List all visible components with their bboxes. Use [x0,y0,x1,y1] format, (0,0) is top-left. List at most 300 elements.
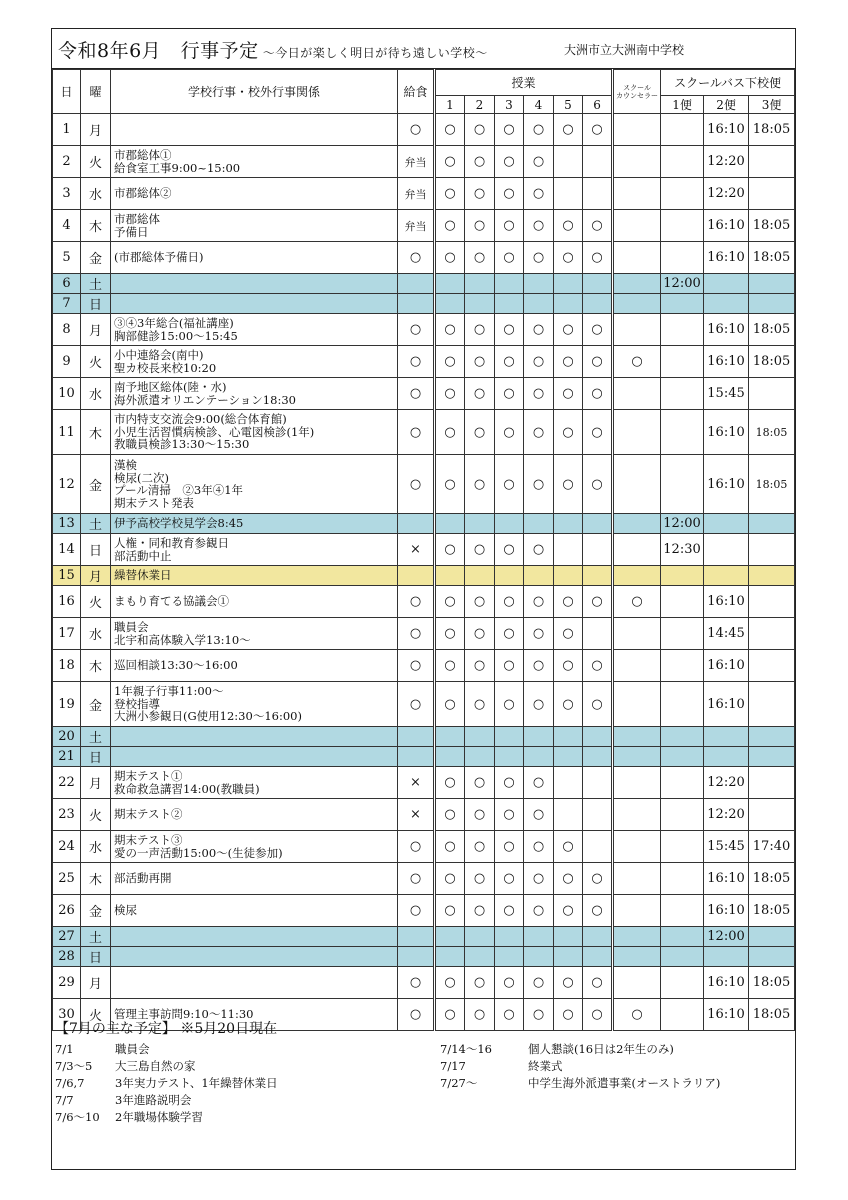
period-cell: ○ [554,114,583,146]
bus-run-2-cell: 16:10 [704,410,749,455]
period-cell: ○ [554,895,583,927]
bus-run-2-cell: 12:00 [704,927,749,947]
period-cell [524,727,554,747]
col-period-3: 3 [495,96,524,114]
event-cell: 部活動再開 [111,863,398,895]
lunch-cell: ○ [398,895,435,927]
period-cell: ○ [495,146,524,178]
period-cell [583,294,613,314]
counselor-cell [613,410,661,455]
bus-run-2-cell: 16:10 [704,999,749,1031]
counselor-cell [613,767,661,799]
period-cell: ○ [435,586,465,618]
period-cell: ○ [465,242,495,274]
period-cell: ○ [583,242,613,274]
period-cell [495,514,524,534]
day-row [53,410,795,455]
period-cell: ○ [524,410,554,455]
period-cell [583,178,613,210]
period-cell: ○ [465,831,495,863]
note-item [55,1075,278,1091]
weekday-cell: 月 [81,767,111,799]
day-cell: 26 [53,895,81,927]
col-bus-run-3: 3便 [749,96,795,114]
period-cell: ○ [554,999,583,1031]
event-cell: 管理主事訪問9:10～11:30 [111,999,398,1031]
period-cell: ○ [495,799,524,831]
bus-run-3-cell [749,294,795,314]
bus-run-3-cell: 18:05 [749,999,795,1031]
weekday-cell: 火 [81,346,111,378]
period-cell: ○ [495,314,524,346]
weekday-cell: 月 [81,967,111,999]
event-cell: (市郡総体予備日) [111,242,398,274]
day-row [53,831,795,863]
counselor-cell [613,514,661,534]
period-cell: ○ [435,682,465,727]
weekday-cell: 木 [81,410,111,455]
period-cell: ○ [554,682,583,727]
bus-run-3-cell [749,566,795,586]
schedule-sheet [51,28,796,1170]
day-row [53,586,795,618]
bus-run-3-cell: 18:05 [749,410,795,455]
period-cell: ○ [495,586,524,618]
period-cell [465,294,495,314]
period-cell [465,274,495,294]
lunch-cell [398,514,435,534]
weekday-cell: 火 [81,799,111,831]
period-cell: ○ [465,999,495,1031]
event-cell [111,947,398,967]
bus-run-2-cell: 15:45 [704,831,749,863]
counselor-cell [613,682,661,727]
period-cell: ○ [495,534,524,566]
period-cell: ○ [435,378,465,410]
counselor-cell [613,727,661,747]
bus-run-1-cell [661,586,704,618]
period-cell: ○ [583,650,613,682]
bus-run-3-cell: 18:05 [749,114,795,146]
period-cell: ○ [465,210,495,242]
period-cell: ○ [465,346,495,378]
bus-run-1-cell [661,566,704,586]
col-counselor: スクール カウンセラー [613,70,661,114]
note-item [440,1075,720,1091]
bus-run-2-cell: 14:45 [704,618,749,650]
bus-run-1-cell [661,650,704,682]
period-cell [465,514,495,534]
period-cell: ○ [495,895,524,927]
event-cell: 期末テスト② [111,799,398,831]
col-period-1: 1 [435,96,465,114]
lunch-cell: ○ [398,650,435,682]
period-cell: ○ [524,114,554,146]
period-cell [465,727,495,747]
weekday-cell: 水 [81,618,111,650]
period-cell [583,831,613,863]
bus-run-2-cell: 16:10 [704,682,749,727]
note-date: 7/27～ [440,1076,478,1090]
period-cell [435,514,465,534]
bus-run-2-cell: 16:10 [704,242,749,274]
lunch-cell: ○ [398,863,435,895]
bus-run-1-cell [661,314,704,346]
event-cell: 巡回相談13:30～16:00 [111,650,398,682]
counselor-cell [613,274,661,294]
day-row [53,799,795,831]
title-text: 令和8年6月 行事予定 [58,40,259,62]
weekday-cell: 木 [81,210,111,242]
col-bus-run-2: 2便 [704,96,749,114]
lunch-cell: ○ [398,346,435,378]
period-cell: ○ [465,650,495,682]
lunch-cell: ○ [398,410,435,455]
counselor-cell [613,831,661,863]
counselor-cell [613,927,661,947]
col-weekday: 曜 [81,70,111,114]
period-cell [554,566,583,586]
day-row [53,727,795,747]
period-cell: ○ [435,114,465,146]
day-cell: 4 [53,210,81,242]
lunch-cell: ○ [398,831,435,863]
bus-run-2-cell: 16:10 [704,586,749,618]
period-cell: ○ [435,314,465,346]
bus-run-1-cell [661,146,704,178]
period-cell: ○ [554,967,583,999]
period-cell: ○ [524,146,554,178]
event-cell: 期末テスト③ 愛の一声活動15:00～(生徒参加) [111,831,398,863]
lunch-cell: ○ [398,967,435,999]
period-cell: ○ [524,242,554,274]
lunch-cell: ○ [398,242,435,274]
bus-run-1-cell [661,895,704,927]
period-cell [554,178,583,210]
period-cell: ○ [554,346,583,378]
period-cell: ○ [435,146,465,178]
bus-run-1-cell [661,178,704,210]
day-cell: 22 [53,767,81,799]
day-row [53,618,795,650]
period-cell: ○ [465,767,495,799]
bus-run-1-cell [661,799,704,831]
period-cell [435,747,465,767]
day-cell: 27 [53,927,81,947]
day-cell: 14 [53,534,81,566]
bus-run-1-cell [661,967,704,999]
period-cell: ○ [435,799,465,831]
period-cell: ○ [524,999,554,1031]
period-cell: ○ [583,895,613,927]
day-row [53,895,795,927]
period-cell [554,799,583,831]
period-cell: ○ [554,378,583,410]
day-cell: 5 [53,242,81,274]
period-cell [554,274,583,294]
bus-run-1-cell [661,947,704,967]
day-row [53,242,795,274]
bus-run-2-cell: 12:20 [704,767,749,799]
bus-run-1-cell [661,114,704,146]
notes-title: 【7月の主な予定】 ※5月20日現在 [55,1021,278,1037]
period-cell: ○ [524,895,554,927]
bus-run-2-cell: 16:10 [704,114,749,146]
bus-run-1-cell [661,863,704,895]
bus-run-3-cell: 18:05 [749,863,795,895]
period-cell: ○ [524,682,554,727]
bus-run-3-cell: 18:05 [749,210,795,242]
counselor-cell [613,947,661,967]
bus-run-3-cell [749,927,795,947]
period-cell: ○ [495,650,524,682]
period-cell [495,927,524,947]
counselor-cell [613,799,661,831]
weekday-cell: 金 [81,895,111,927]
weekday-cell: 日 [81,947,111,967]
weekday-cell: 水 [81,178,111,210]
event-cell: 市郡総体② [111,178,398,210]
counselor-cell: ○ [613,346,661,378]
event-cell: 伊予高校学校見学会8:45 [111,514,398,534]
event-cell [111,927,398,947]
period-cell: ○ [465,534,495,566]
counselor-cell [613,534,661,566]
bus-run-3-cell [749,178,795,210]
event-cell [111,114,398,146]
period-cell: ○ [583,586,613,618]
period-cell [435,294,465,314]
weekday-cell: 土 [81,514,111,534]
bus-run-3-cell [749,514,795,534]
period-cell [495,727,524,747]
bus-run-3-cell: 18:05 [749,895,795,927]
note-date: 7/6,7 [55,1076,85,1090]
bus-run-3-cell [749,534,795,566]
bus-run-2-cell: 16:10 [704,967,749,999]
bus-run-3-cell: 17:40 [749,831,795,863]
day-cell: 1 [53,114,81,146]
event-cell [111,274,398,294]
period-cell [435,274,465,294]
day-cell: 28 [53,947,81,967]
bus-run-2-cell: 16:10 [704,314,749,346]
day-cell: 23 [53,799,81,831]
bus-run-2-cell: 12:20 [704,178,749,210]
day-row [53,114,795,146]
bus-run-1-cell [661,294,704,314]
period-cell: ○ [495,346,524,378]
period-cell: ○ [554,831,583,863]
bus-run-2-cell [704,294,749,314]
day-cell: 11 [53,410,81,455]
period-cell [583,514,613,534]
counselor-cell [613,650,661,682]
period-cell: ○ [495,455,524,514]
period-cell [583,747,613,767]
bus-run-3-cell: 18:05 [749,455,795,514]
day-row [53,863,795,895]
period-cell: ○ [465,410,495,455]
day-cell: 30 [53,999,81,1031]
col-events: 学校行事・校外行事関係 [111,70,398,114]
bus-run-1-cell [661,727,704,747]
note-text: 3年実力テスト、1年繰替休業日 [115,1076,278,1090]
period-cell: ○ [583,314,613,346]
bus-run-2-cell: 16:10 [704,346,749,378]
period-cell: ○ [524,767,554,799]
period-cell [554,767,583,799]
bus-run-3-cell [749,650,795,682]
period-cell [495,947,524,967]
event-cell: 漢検 検尿(二次) プール清掃 ②3年④1年 期末テスト発表 [111,455,398,514]
event-cell: 検尿 [111,895,398,927]
lunch-cell [398,747,435,767]
note-date: 7/3～5 [55,1059,93,1073]
day-row [53,274,795,294]
period-cell: ○ [524,586,554,618]
period-cell: ○ [583,863,613,895]
period-cell [554,947,583,967]
period-cell: ○ [495,114,524,146]
period-cell [524,927,554,947]
period-cell: ○ [435,650,465,682]
weekday-cell: 日 [81,294,111,314]
period-cell [495,294,524,314]
bus-run-3-cell [749,146,795,178]
note-item [55,1092,191,1108]
weekday-cell: 土 [81,274,111,294]
bus-run-3-cell [749,586,795,618]
period-cell: ○ [583,410,613,455]
day-cell: 16 [53,586,81,618]
bus-run-1-cell: 12:00 [661,274,704,294]
period-cell [554,294,583,314]
period-cell: ○ [524,314,554,346]
period-cell: ○ [495,210,524,242]
period-cell [465,747,495,767]
day-row [53,767,795,799]
period-cell [583,534,613,566]
day-cell: 19 [53,682,81,727]
note-date: 7/6～10 [55,1110,100,1124]
day-cell: 6 [53,274,81,294]
period-cell [435,947,465,967]
event-cell: 期末テスト① 救命救急講習14:00(教職員) [111,767,398,799]
bus-run-2-cell: 12:20 [704,146,749,178]
bus-run-3-cell: 18:05 [749,967,795,999]
bus-run-1-cell [661,242,704,274]
period-cell [554,927,583,947]
bus-run-2-cell [704,534,749,566]
schedule-table [52,69,795,1031]
note-text: 3年進路説明会 [115,1093,192,1107]
bus-run-1-cell [661,767,704,799]
event-cell: 職員会 北宇和高体験入学13:10～ [111,618,398,650]
period-cell: ○ [524,618,554,650]
period-cell: ○ [465,895,495,927]
period-cell [583,799,613,831]
weekday-cell: 金 [81,242,111,274]
col-bus: スクールバス下校便 [661,70,795,96]
period-cell: ○ [465,967,495,999]
day-cell: 2 [53,146,81,178]
day-row [53,747,795,767]
period-cell [465,947,495,967]
period-cell: ○ [435,178,465,210]
counselor-cell [613,618,661,650]
col-period-5: 5 [554,96,583,114]
bus-run-3-cell [749,274,795,294]
bus-run-3-cell [749,799,795,831]
school-name: 大洲市立大洲南中学校 [564,43,685,57]
period-cell: ○ [435,863,465,895]
day-cell: 15 [53,566,81,586]
day-row [53,566,795,586]
period-cell: ○ [435,346,465,378]
period-cell: ○ [524,455,554,514]
counselor-cell [613,566,661,586]
header [52,29,795,69]
page-subtitle: ～今日が楽しく明日が待ち遠しい学校～ [262,46,488,60]
period-cell [495,566,524,586]
day-row [53,514,795,534]
note-item [55,1041,150,1057]
event-cell [111,727,398,747]
counselor-cell [613,455,661,514]
weekday-cell: 火 [81,999,111,1031]
bus-run-1-cell [661,831,704,863]
event-cell: まもり育てる協議会① [111,586,398,618]
period-cell: ○ [583,682,613,727]
period-cell: ○ [583,967,613,999]
period-cell: ○ [495,967,524,999]
period-cell [554,747,583,767]
period-cell: ○ [524,178,554,210]
day-cell: 29 [53,967,81,999]
lunch-cell: × [398,799,435,831]
lunch-cell: ○ [398,682,435,727]
day-row [53,947,795,967]
day-cell: 3 [53,178,81,210]
period-cell [524,294,554,314]
lunch-cell [398,927,435,947]
bus-run-2-cell: 16:10 [704,650,749,682]
period-cell: ○ [465,863,495,895]
period-cell: ○ [524,378,554,410]
period-cell: ○ [495,242,524,274]
lunch-cell: ○ [398,455,435,514]
weekday-cell: 土 [81,927,111,947]
period-cell [524,947,554,967]
period-cell: ○ [554,242,583,274]
lunch-cell: × [398,767,435,799]
bus-run-3-cell [749,947,795,967]
period-cell [524,566,554,586]
note-item [440,1058,563,1074]
period-cell: ○ [435,831,465,863]
counselor-cell [613,895,661,927]
lunch-cell: 弁当 [398,210,435,242]
counselor-cell [613,294,661,314]
note-text: 終業式 [528,1059,563,1073]
period-cell [495,747,524,767]
day-row [53,346,795,378]
day-row [53,210,795,242]
period-cell [554,534,583,566]
period-cell: ○ [495,378,524,410]
event-cell [111,747,398,767]
